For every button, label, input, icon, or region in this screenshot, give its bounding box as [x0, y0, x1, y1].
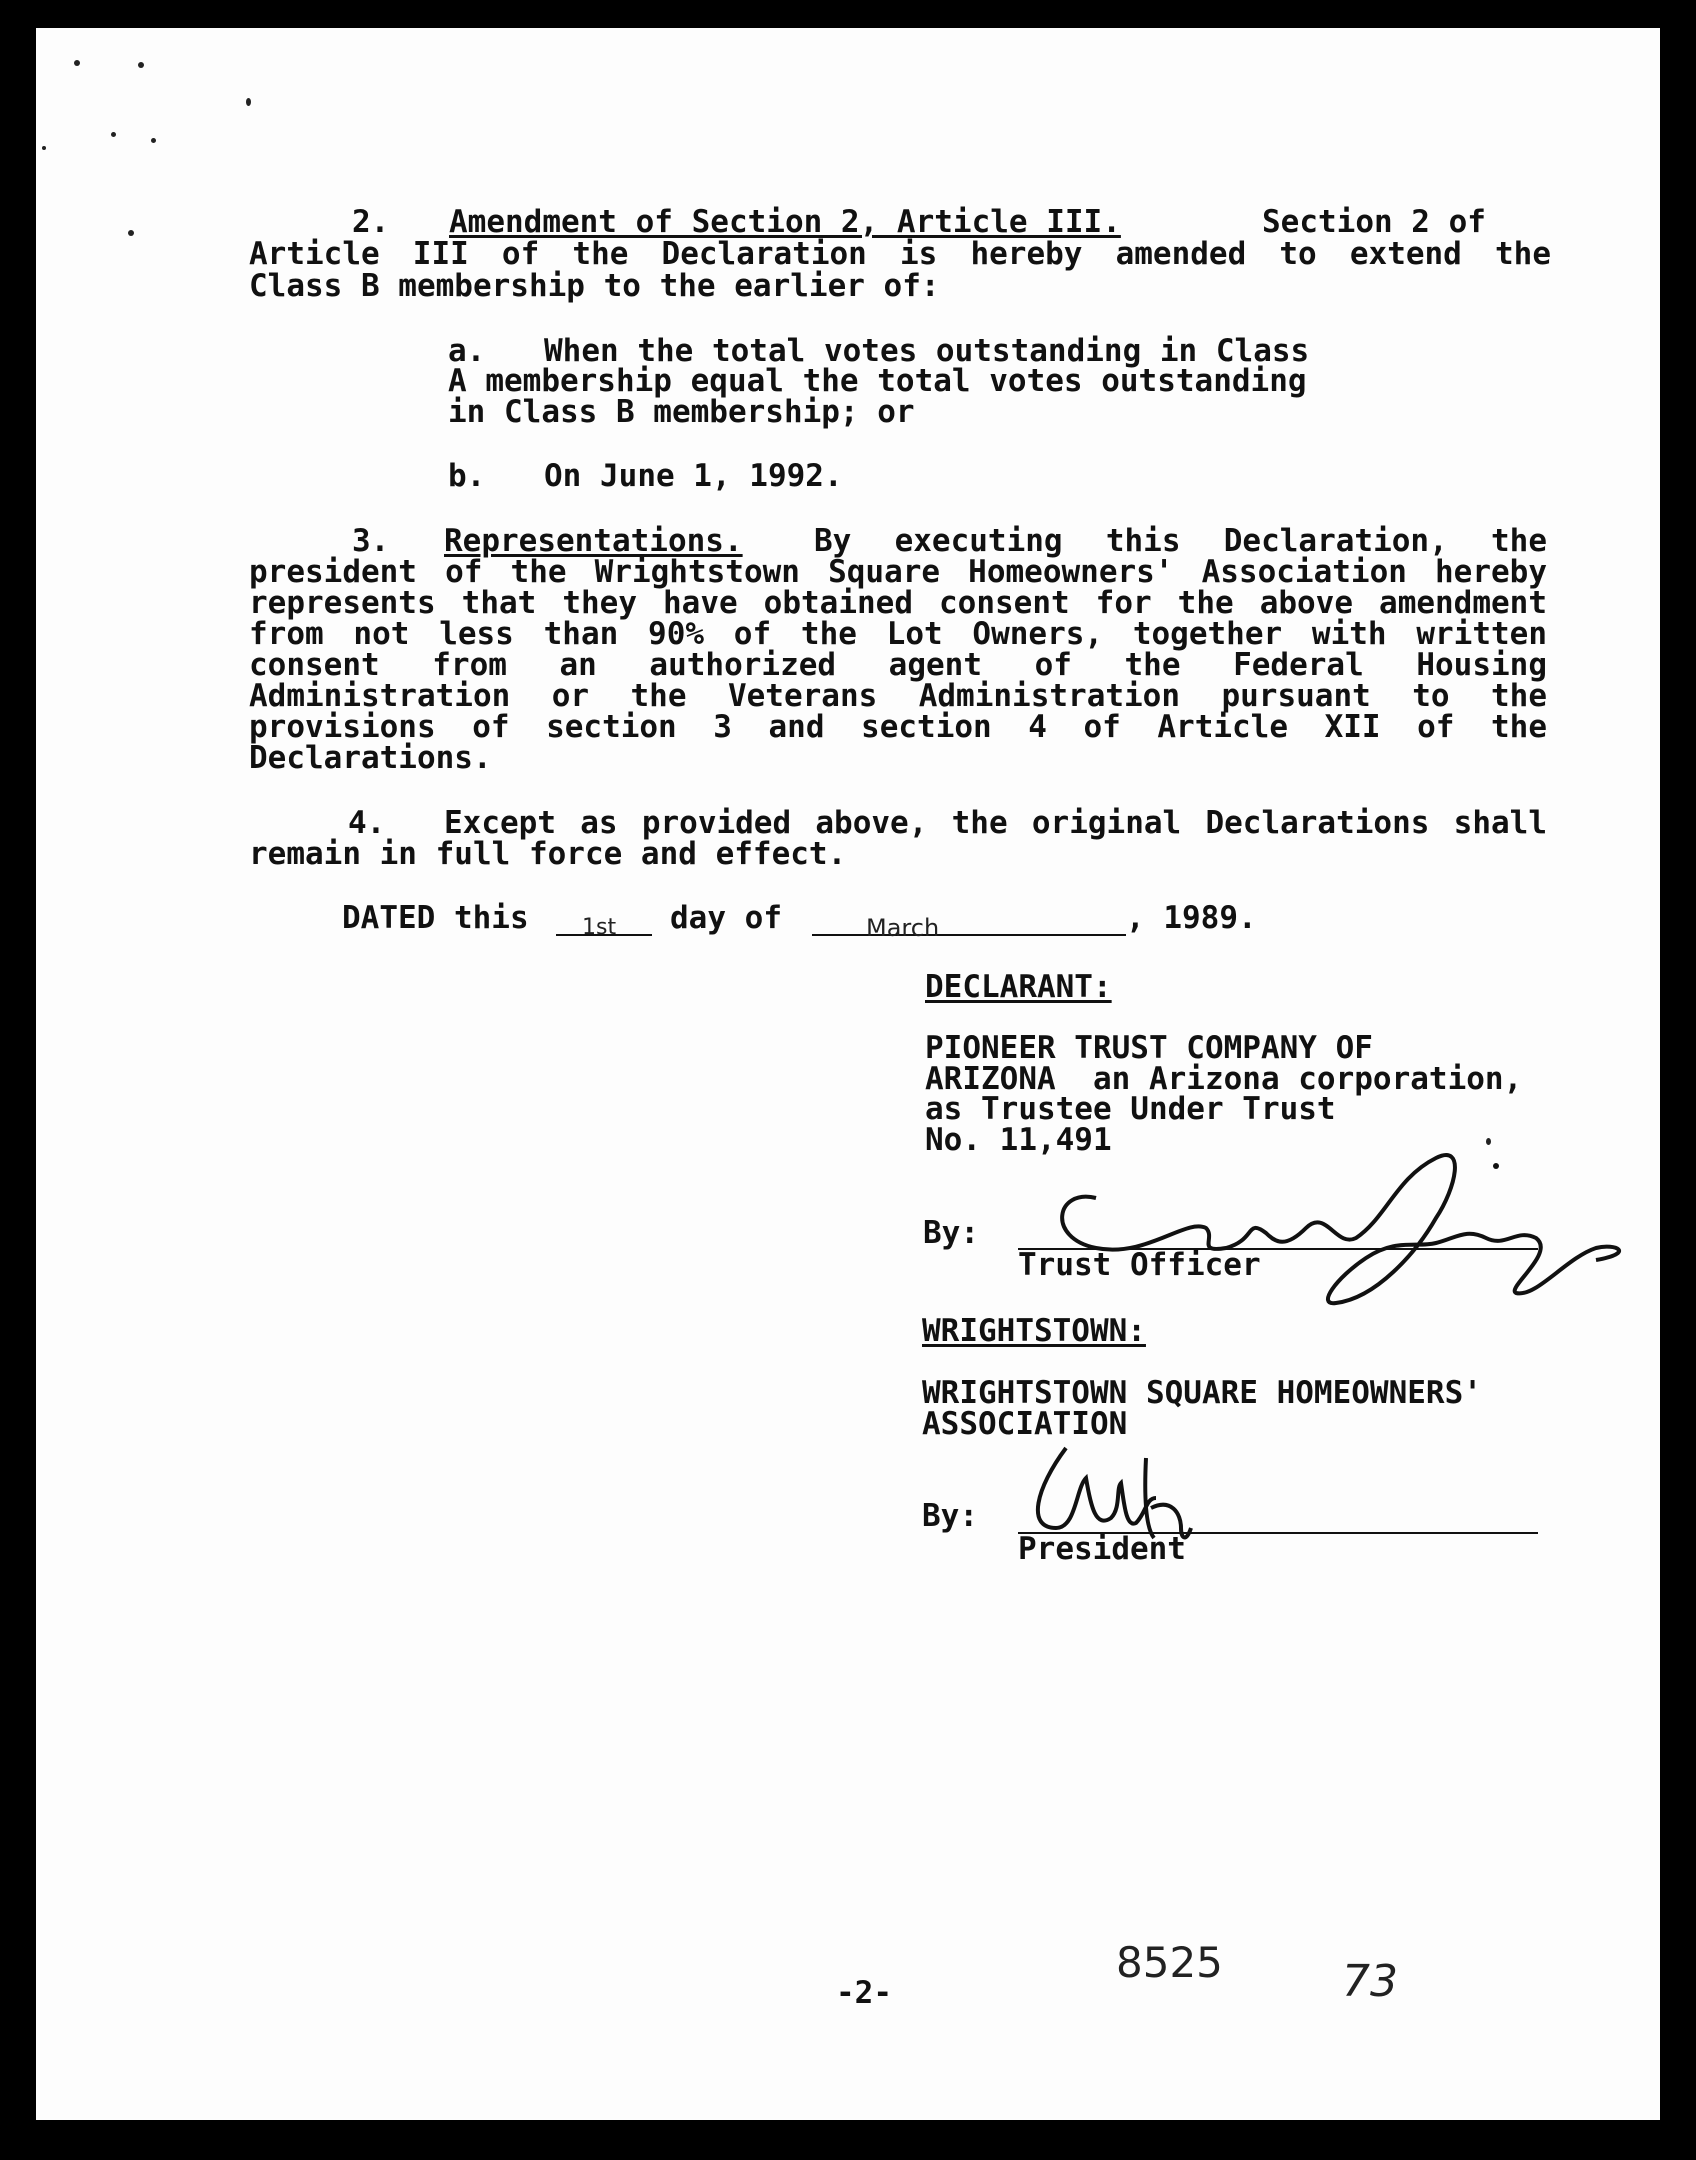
scan-speck	[128, 230, 134, 236]
page-number: -2-	[836, 1975, 892, 2011]
declarant-line: as Trustee Under Trust	[925, 1091, 1336, 1127]
section3-line: Administration or the Veterans Administration pursuant to the	[249, 678, 1547, 714]
section3-heading: Representations.	[444, 523, 743, 559]
declarant-signer-title: Trust Officer	[1018, 1247, 1261, 1283]
dated-prefix: DATED this	[342, 900, 529, 936]
declarant-line: No. 11,491	[925, 1122, 1112, 1158]
scan-speck	[246, 98, 251, 106]
wrightstown-by-label: By:	[922, 1498, 978, 1534]
wrightstown-line: ASSOCIATION	[922, 1406, 1128, 1442]
section4-line1: Except as provided above, the original Declarations shall	[444, 805, 1547, 841]
scan-speck	[74, 60, 80, 66]
declarant-line: PIONEER TRUST COMPANY OF	[925, 1030, 1373, 1066]
scan-speck	[111, 132, 116, 137]
scan-speck	[42, 146, 46, 150]
document-page	[36, 28, 1660, 2120]
section2-line2: Article III of the Declaration is hereby amended to extend the	[249, 236, 1551, 272]
scan-speck	[151, 138, 156, 143]
section3-line: represents that they have obtained consent for the above amendment	[249, 585, 1547, 621]
item-a-line: in Class B membership; or	[448, 394, 915, 430]
section3-number: 3.	[352, 523, 390, 559]
section3-line1-rest: By executing this Declaration, the	[814, 523, 1547, 559]
section2-line1-rest: Section 2 of	[1262, 204, 1486, 240]
dated-year: , 1989.	[1126, 900, 1257, 936]
president-signature	[996, 1418, 1256, 1588]
declarant-by-label: By:	[923, 1215, 979, 1251]
section3-last-line: Declarations.	[249, 740, 492, 776]
scan-speck	[138, 62, 144, 68]
dated-month: March	[866, 914, 940, 942]
wrightstown-signer-title: President	[1018, 1531, 1186, 1567]
section2-number: 2.	[352, 204, 390, 240]
section4-line2: remain in full force and effect.	[249, 836, 847, 872]
item-a-line: When the total votes outstanding in Class	[544, 333, 1310, 369]
section3-line: president of the Wrightstown Square Homeowners' Association hereby	[249, 554, 1547, 590]
section2-heading: Amendment of Section 2, Article III.	[449, 204, 1121, 240]
item-a-label: a.	[448, 333, 486, 369]
dated-middle: day of	[670, 900, 782, 936]
stamp-number-right: 73	[1342, 1956, 1398, 2007]
section3-line: provisions of section 3 and section 4 of Article XII of the	[249, 709, 1547, 745]
trust-officer-signature	[1036, 1128, 1636, 1328]
declarant-line: ARIZONA an Arizona corporation,	[925, 1061, 1523, 1097]
section3-line: consent from an authorized agent of the Federal Housing	[249, 647, 1547, 683]
stamp-number-left: 8525	[1116, 1938, 1223, 1987]
declarant-heading: DECLARANT:	[925, 969, 1112, 1005]
dated-day: 1st	[582, 915, 617, 940]
item-b-label: b.	[448, 458, 486, 494]
section2-line3: Class B membership to the earlier of:	[249, 268, 940, 304]
month-blank-line	[812, 934, 1126, 936]
wrightstown-heading: WRIGHTSTOWN:	[922, 1313, 1146, 1349]
wrightstown-line: WRIGHTSTOWN SQUARE HOMEOWNERS'	[922, 1375, 1482, 1411]
section4-number: 4.	[348, 805, 386, 841]
section3-line: from not less than 90% of the Lot Owners, together with written	[249, 616, 1547, 652]
item-a-line: A membership equal the total votes outstanding	[448, 363, 1307, 399]
item-b-text: On June 1, 1992.	[544, 458, 843, 494]
